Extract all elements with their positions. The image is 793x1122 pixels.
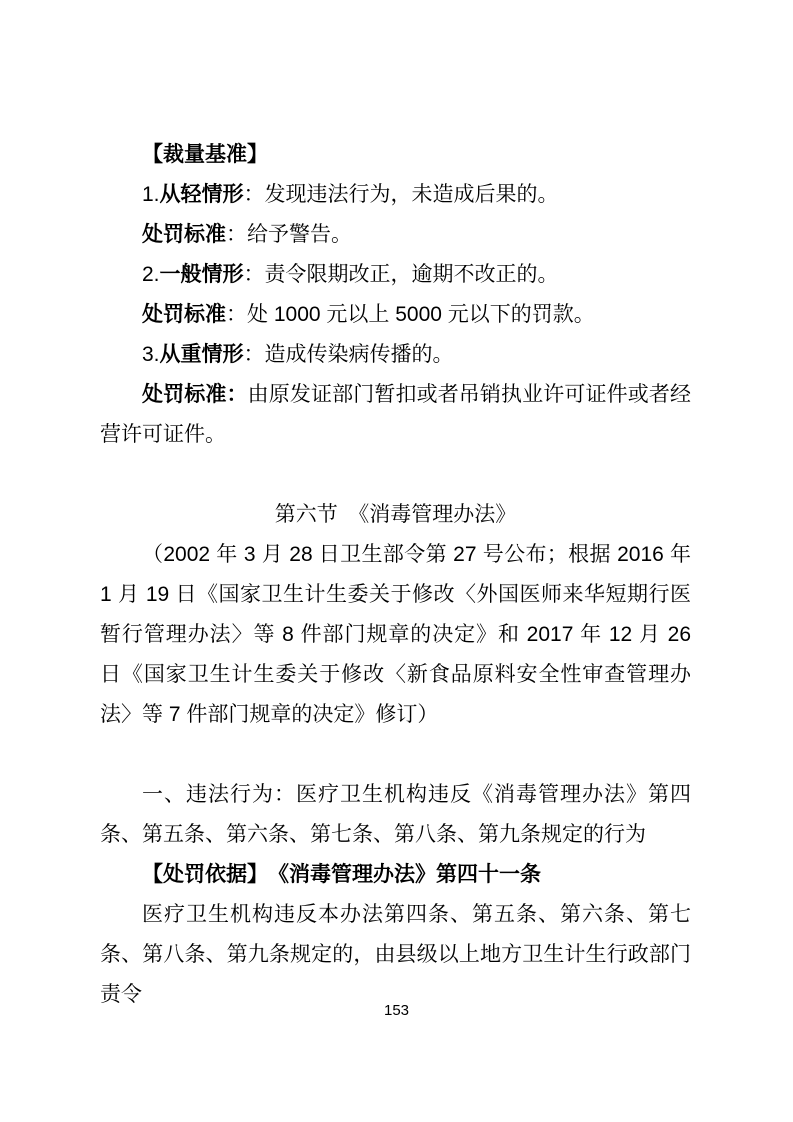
text-run: ：处 1000 元以上 5000 元以下的罚款。 — [226, 303, 595, 326]
bold-text-run: 处罚标准 — [142, 303, 226, 326]
text-run: ：给予警告。 — [226, 223, 352, 246]
text-run: 3. — [142, 343, 160, 366]
penalty-standard-lenient — [100, 215, 691, 255]
bold-text-run: 处罚标准 — [142, 223, 226, 246]
text-run: ：造成传染病传播的。 — [243, 343, 454, 366]
penalty-basis — [100, 855, 691, 895]
penalty-standard-general — [100, 295, 691, 335]
text-run: 1. — [142, 183, 160, 206]
penalty-standard-severe — [100, 375, 691, 455]
bold-text-run: 一般情形 — [159, 263, 244, 286]
page-footer — [0, 1000, 793, 1022]
section-label-discretion-standards — [100, 135, 691, 175]
text-run: 一、违法行为：医疗卫生机构违反《消毒管理办法》第四条、第五条、第六条、第七条、第八条、第九条规定的行为 — [100, 783, 691, 846]
page-number: 153 — [383, 1002, 410, 1019]
text-run: 由原发证部门暂扣或者吊销执业许可证件或者经营许可证件。 — [100, 383, 692, 446]
text-run: 2. — [142, 263, 160, 286]
item-lenient-circumstance — [100, 175, 691, 215]
bold-text-run: 从重情形 — [159, 343, 244, 366]
violation-item-1 — [100, 775, 691, 855]
bold-text-run: 【处罚依据】 《消毒管理办法》第四十一条 — [142, 863, 541, 886]
document-body — [100, 135, 691, 1015]
text-run: ：发现违法行为，未造成后果的。 — [243, 183, 559, 206]
text-run: 医疗卫生机构违反本办法第四条、第五条、第六条、第七条、第八条、第九条规定的，由县级以上地方卫生计生行政部门责令 — [100, 903, 691, 1006]
bold-text-run: 【裁量基准】 — [142, 143, 268, 166]
bold-text-run: 从轻情形 — [159, 183, 244, 206]
blank-line — [100, 455, 691, 495]
bold-text-run: 处罚标准： — [142, 383, 248, 406]
item-general-circumstance — [100, 255, 691, 295]
text-run: （2002 年 3 月 28 日卫生部令第 27 号公布；根据 2016 年 1 月 19 日《国家卫生计生委关于修改〈外国医师来华短期行医暂行管理办法〉等 8 件部门规章的决定》和 2017 年 12 月 26 日《国家卫生计生委关于修改〈新食品原料安全性审查管理办法〉等 7 件部门规章的决定》修订） — [100, 543, 691, 726]
article-41-text — [100, 895, 691, 1015]
promulgation-note — [100, 535, 691, 735]
text-run: ：责令限期改正，逾期不改正的。 — [243, 263, 559, 286]
text-run: 第六节 《消毒管理办法》 — [274, 503, 517, 526]
item-severe-circumstance — [100, 335, 691, 375]
section-heading — [100, 495, 691, 535]
blank-line — [100, 735, 691, 775]
